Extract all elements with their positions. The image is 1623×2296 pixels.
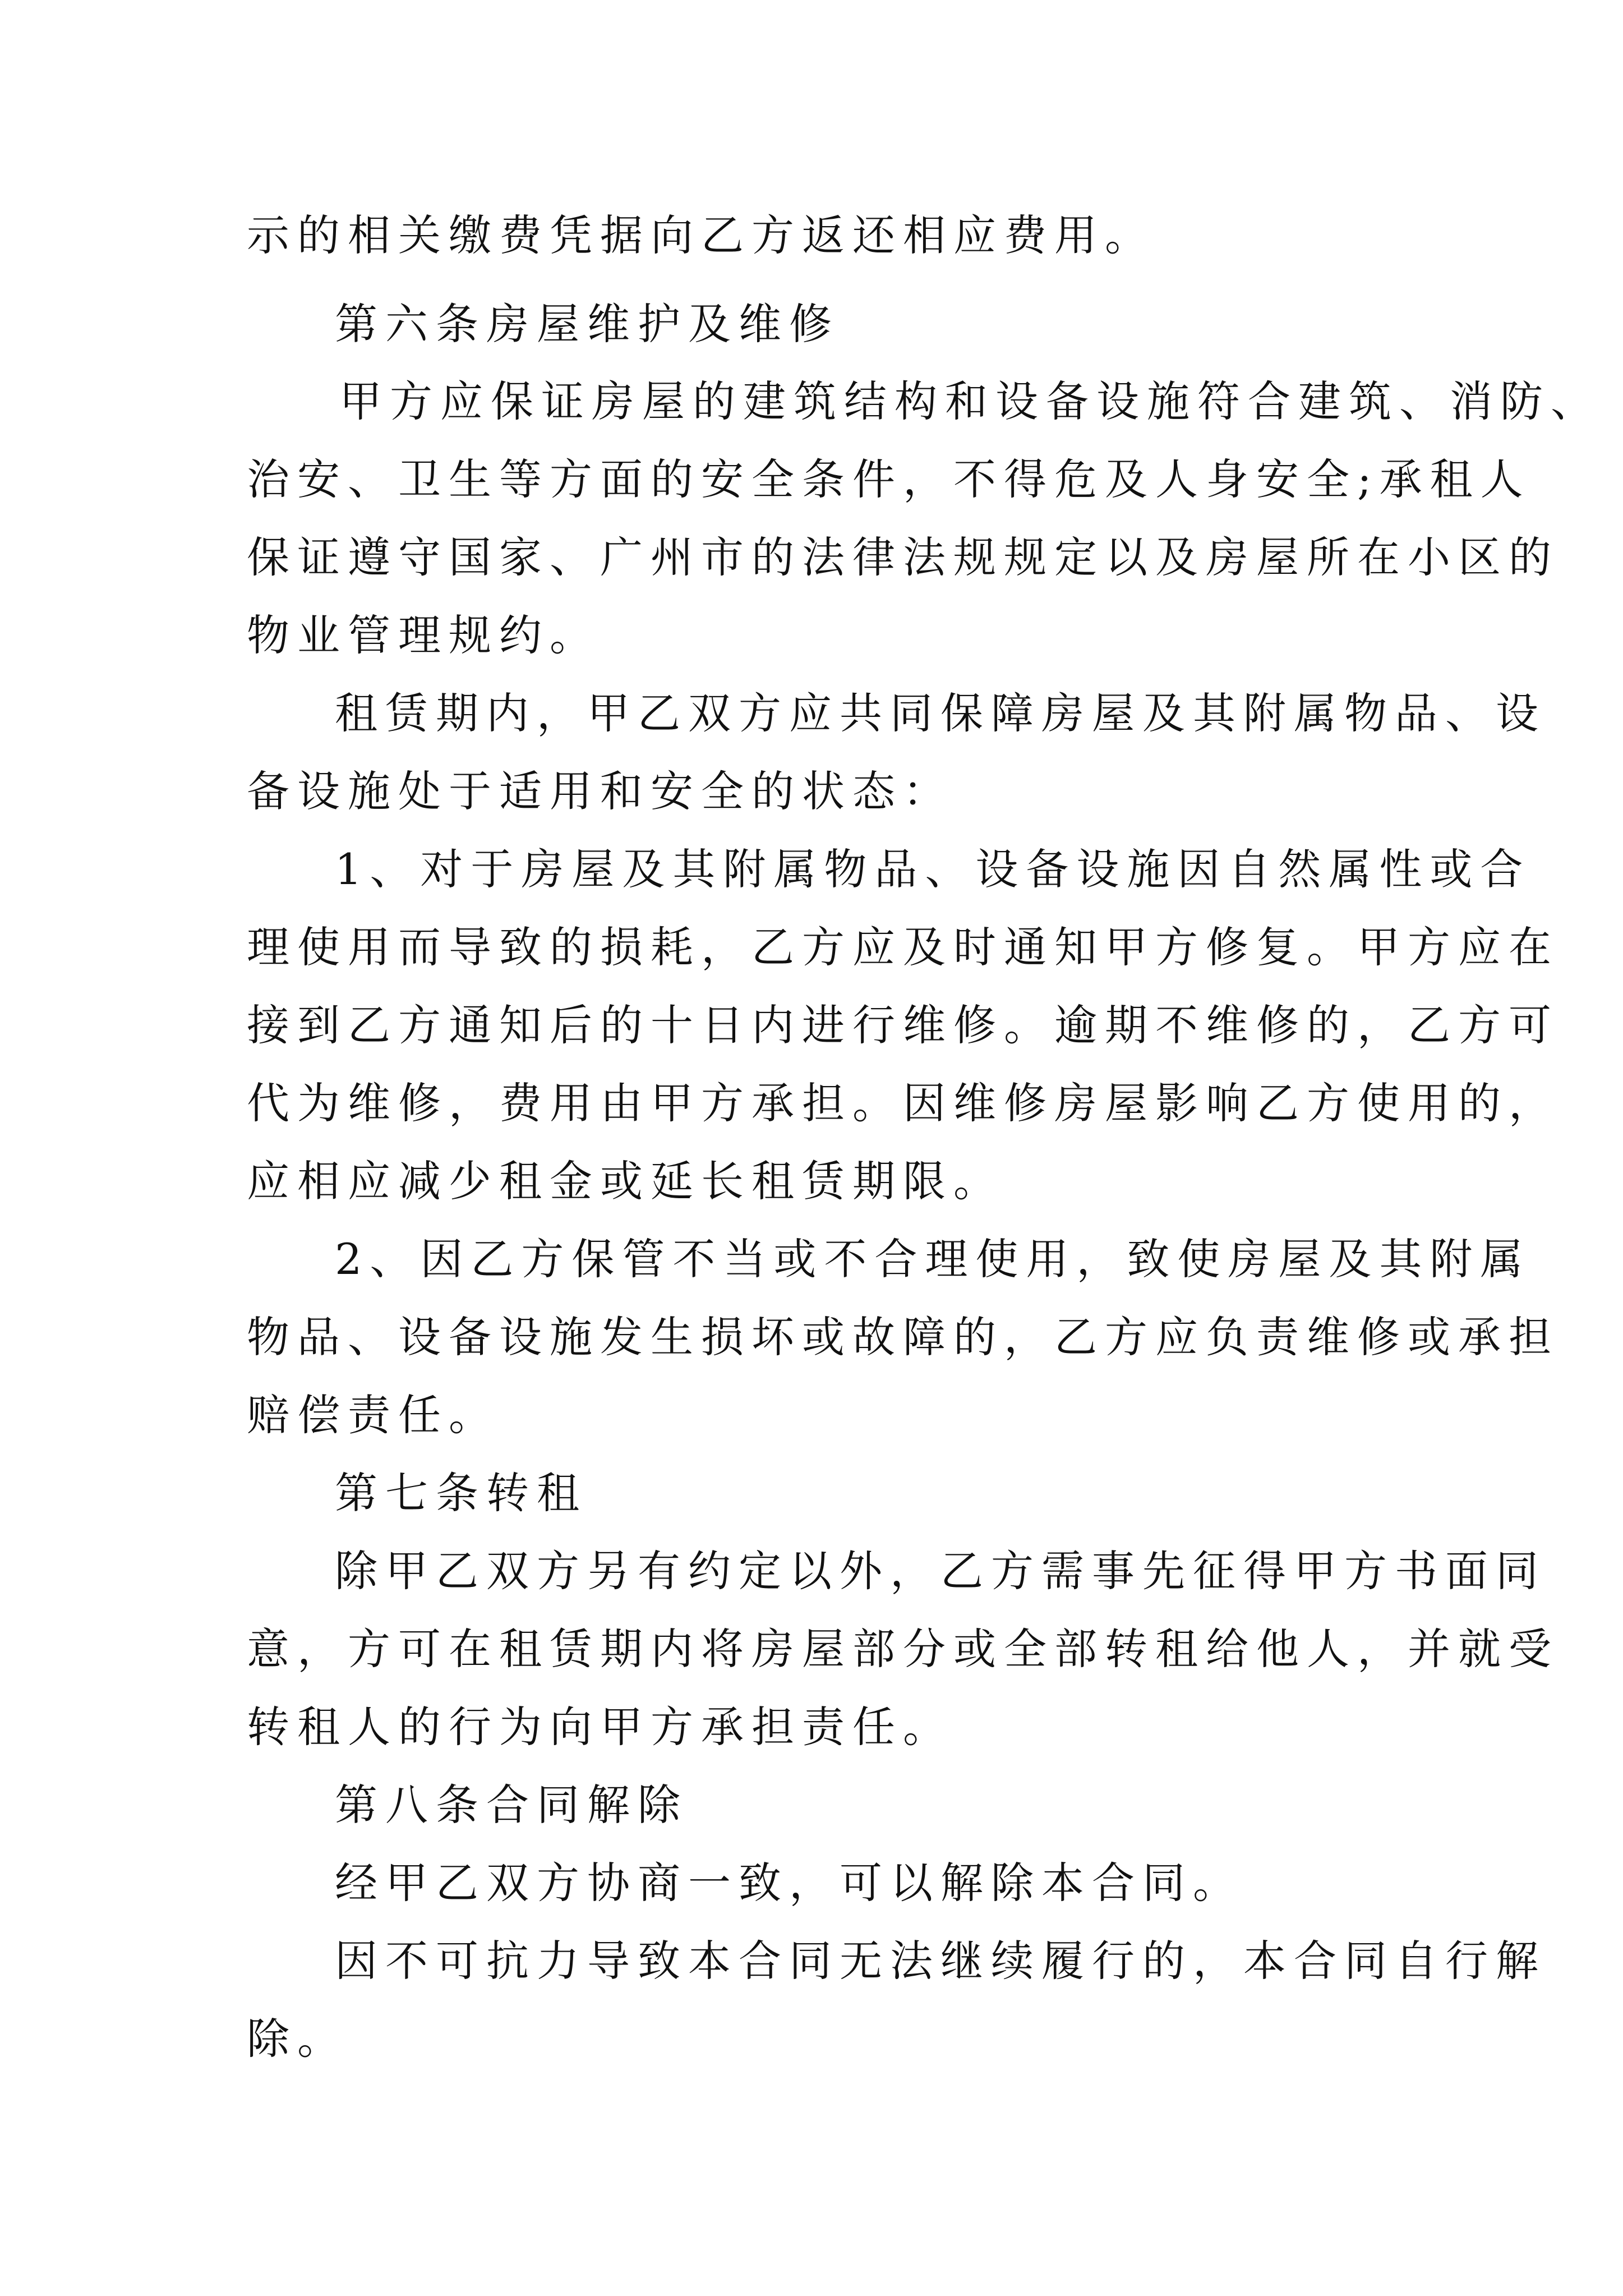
text-line: 转租人的行为向甲方承担责任。 [247,1702,953,1752]
article-heading: 第六条房屋维护及维修 [335,299,840,349]
text-line: 租赁期内，甲乙双方应共同保障房屋及其附属物品、设 [335,688,1546,738]
text-line: 应相应减少租金或延长租赁期限。 [247,1156,1004,1206]
text-line: 除。 [247,2014,348,2064]
text-line: 物品、设备设施发生损坏或故障的，乙方应负责维修或承担 [247,1312,1559,1362]
text-line: 理使用而导致的损耗，乙方应及时通知甲方修复。甲方应在 [247,922,1559,972]
text-line: 接到乙方通知后的十日内进行维修。逾期不维修的，乙方可 [247,1000,1559,1050]
article-heading: 第八条合同解除 [335,1780,688,1830]
article-heading: 第七条转租 [335,1468,587,1518]
text-line: 经甲乙双方协商一致，可以解除本合同。 [335,1858,1243,1908]
text-line: 除甲乙双方另有约定以外，乙方需事先征得甲方书面同 [335,1546,1546,1596]
text-line: 2、因乙方保管不当或不合理使用，致使房屋及其附属 [335,1234,1531,1284]
text-line: 代为维修，费用由甲方承担。因维修房屋影响乙方使用的， [247,1078,1559,1128]
text-line: 赔偿责任。 [247,1390,499,1440]
text-line: 治安、卫生等方面的安全条件，不得危及人身安全;承租人 [247,454,1531,504]
text-line: 保证遵守国家、广州市的法律法规规定以及房屋所在小区的 [247,532,1559,582]
text-line: 甲方应保证房屋的建筑结构和设备设施符合建筑、消防、 [339,376,1601,426]
text-line: 意，方可在租赁期内将房屋部分或全部转租给他人，并就受 [247,1624,1559,1674]
text-line: 1、对于房屋及其附属物品、设备设施因自然属性或合 [335,844,1531,894]
text-line: 物业管理规约。 [247,610,600,660]
text-line: 备设施处于适用和安全的状态： [247,766,953,816]
text-line: 因不可抗力导致本合同无法继续履行的，本合同自行解 [335,1936,1546,1986]
text-line: 示的相关缴费凭据向乙方返还相应费用。 [247,210,1155,260]
